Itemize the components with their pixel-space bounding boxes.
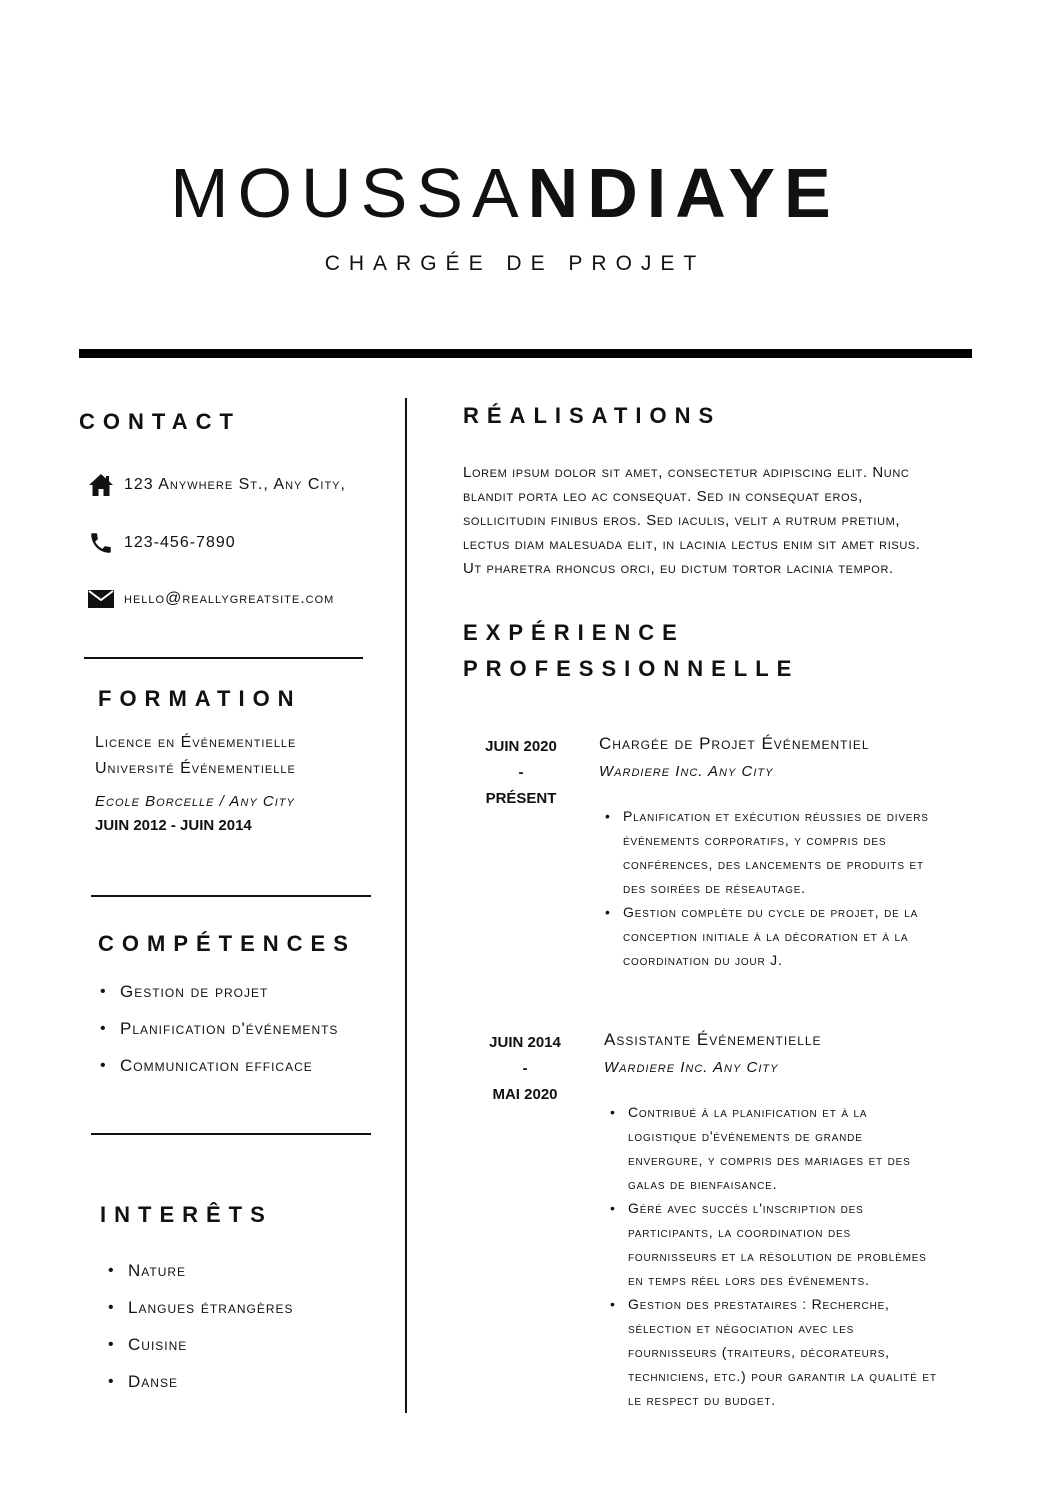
realisations-text	[463, 461, 1003, 581]
header-divider	[79, 349, 972, 358]
interets-heading: INTERÊTS	[100, 1202, 273, 1227]
job-2-dates	[475, 1030, 575, 1108]
bullet-line: techniciens, etc.) pour garantir la qualité et	[628, 1368, 937, 1384]
text-line: Ut pharetra rhoncus orci, eu dictum tortor lacinia tempor.	[463, 560, 894, 577]
text-line: lectus diam malesuada elit, in lacinia lectus enim sit amet risus.	[463, 536, 921, 553]
bullet-line: sélection et négociation avec les	[628, 1320, 855, 1336]
realisations-heading: RÉALISATIONS	[463, 403, 722, 428]
job-2-bullets	[604, 1100, 1014, 1412]
last-name: NDIAYE	[527, 154, 840, 232]
formation-university: Université Événementielle	[95, 760, 296, 777]
bullet-line: événements corporatifs, y compris des	[623, 832, 887, 848]
job-title: Chargée de Projet Événementiel	[599, 734, 870, 753]
list-item	[599, 804, 1009, 900]
bullet-line: envergure, y compris des mariages et des	[628, 1152, 911, 1168]
job-1-header	[599, 730, 870, 786]
job-2-header	[604, 1026, 822, 1082]
bullet-line: des soirées de réseautage.	[623, 880, 806, 896]
bullet-line: logistique d'événements de grande	[628, 1128, 863, 1144]
text-line: sollicitudin finibus eros. Sed iaculis, velit a rutrum pretium,	[463, 512, 901, 529]
bullet-line: fournisseurs (traiteurs, décorateurs,	[628, 1344, 890, 1360]
phone-icon	[88, 530, 114, 556]
list-item: • Planification d'événements	[100, 1016, 338, 1053]
column-divider	[405, 398, 407, 1413]
bullet-line: • Géré avec succès l'inscription des	[628, 1200, 864, 1216]
interets-list	[108, 1258, 294, 1406]
job-company: Wardiere Inc. Any City	[599, 763, 774, 780]
list-item	[604, 1196, 1014, 1292]
date-end: MAI 2020	[492, 1086, 558, 1103]
bullet-line: conception initiale à la décoration et à la	[623, 928, 909, 944]
formation-heading: FORMATION	[98, 686, 302, 711]
bullet-line: • Planification et exécution réussies de divers	[623, 808, 929, 824]
contact-email	[88, 586, 334, 612]
contact-address	[88, 472, 346, 498]
formation-dates: JUIN 2012 - JUIN 2014	[95, 817, 252, 834]
full-name	[0, 148, 1010, 238]
contact-divider	[84, 657, 363, 659]
experience-heading-line2: PROFESSIONNELLE	[463, 656, 800, 681]
first-name: MOUSSA	[170, 154, 528, 232]
bullet-line: • Gestion complète du cycle de projet, de la	[623, 904, 919, 920]
email-text[interactable]: hello@reallygreatsite.com	[124, 590, 335, 607]
formation-block	[95, 730, 296, 838]
list-item: • Langues étrangères	[108, 1295, 294, 1332]
list-item: • Cuisine	[108, 1332, 294, 1369]
job-1-dates	[471, 734, 571, 812]
job-title: Assistante Événementielle	[604, 1030, 822, 1049]
competences-list	[100, 979, 338, 1090]
text-line: Lorem ipsum dolor sit amet, consectetur adipiscing elit. Nunc	[463, 464, 910, 481]
list-item: • Danse	[108, 1369, 294, 1406]
list-item: • Gestion de projet	[100, 979, 338, 1016]
job-company: Wardiere Inc. Any City	[604, 1059, 779, 1076]
home-icon	[88, 472, 114, 498]
list-item	[599, 900, 1009, 972]
bullet-line: participants, la coordination des	[628, 1224, 851, 1240]
list-item: • Nature	[108, 1258, 294, 1295]
experience-heading-line1: EXPÉRIENCE	[463, 620, 685, 645]
bullet-line: • Gestion des prestataires : Recherche,	[628, 1296, 890, 1312]
list-item: • Communication efficace	[100, 1053, 338, 1090]
competences-heading: COMPÉTENCES	[98, 931, 356, 956]
bullet-line: le respect du budget.	[628, 1392, 776, 1408]
date-end: PRÉSENT	[485, 790, 557, 807]
bullet-line: en temps réel lors des événements.	[628, 1272, 870, 1288]
list-item	[604, 1100, 1014, 1196]
competences-divider	[91, 1133, 371, 1135]
bullet-line: coordination du jour J.	[623, 952, 783, 968]
formation-school: Ecole Borcelle / Any City	[95, 793, 295, 810]
phone-text: 123-456-7890	[124, 534, 236, 551]
text-line: blandit porta leo ac consequat. Sed in consequat eros,	[463, 488, 863, 505]
formation-degree: Licence en Événementielle	[95, 734, 297, 751]
formation-divider	[91, 895, 371, 897]
date-start: JUIN 2020	[485, 738, 557, 755]
job-title-subtitle: CHARGÉE DE PROJET	[324, 252, 706, 275]
list-item	[604, 1292, 1014, 1412]
date-separator: -	[518, 764, 524, 781]
bullet-line: conférences, des lancements de produits et	[623, 856, 924, 872]
mail-icon	[88, 586, 114, 612]
date-start: JUIN 2014	[489, 1034, 561, 1051]
date-separator: -	[522, 1060, 528, 1077]
address-text: 123 Anywhere St., Any City,	[124, 476, 346, 493]
bullet-line: fournisseurs et la résolution de problèmes	[628, 1248, 927, 1264]
experience-heading	[463, 615, 799, 687]
job-1-bullets	[599, 804, 1009, 972]
contact-phone	[88, 530, 236, 556]
bullet-line: galas de bienfaisance.	[628, 1176, 778, 1192]
bullet-line: • Contribué à la planification et à la	[628, 1104, 868, 1120]
contact-heading: CONTACT	[79, 409, 241, 434]
